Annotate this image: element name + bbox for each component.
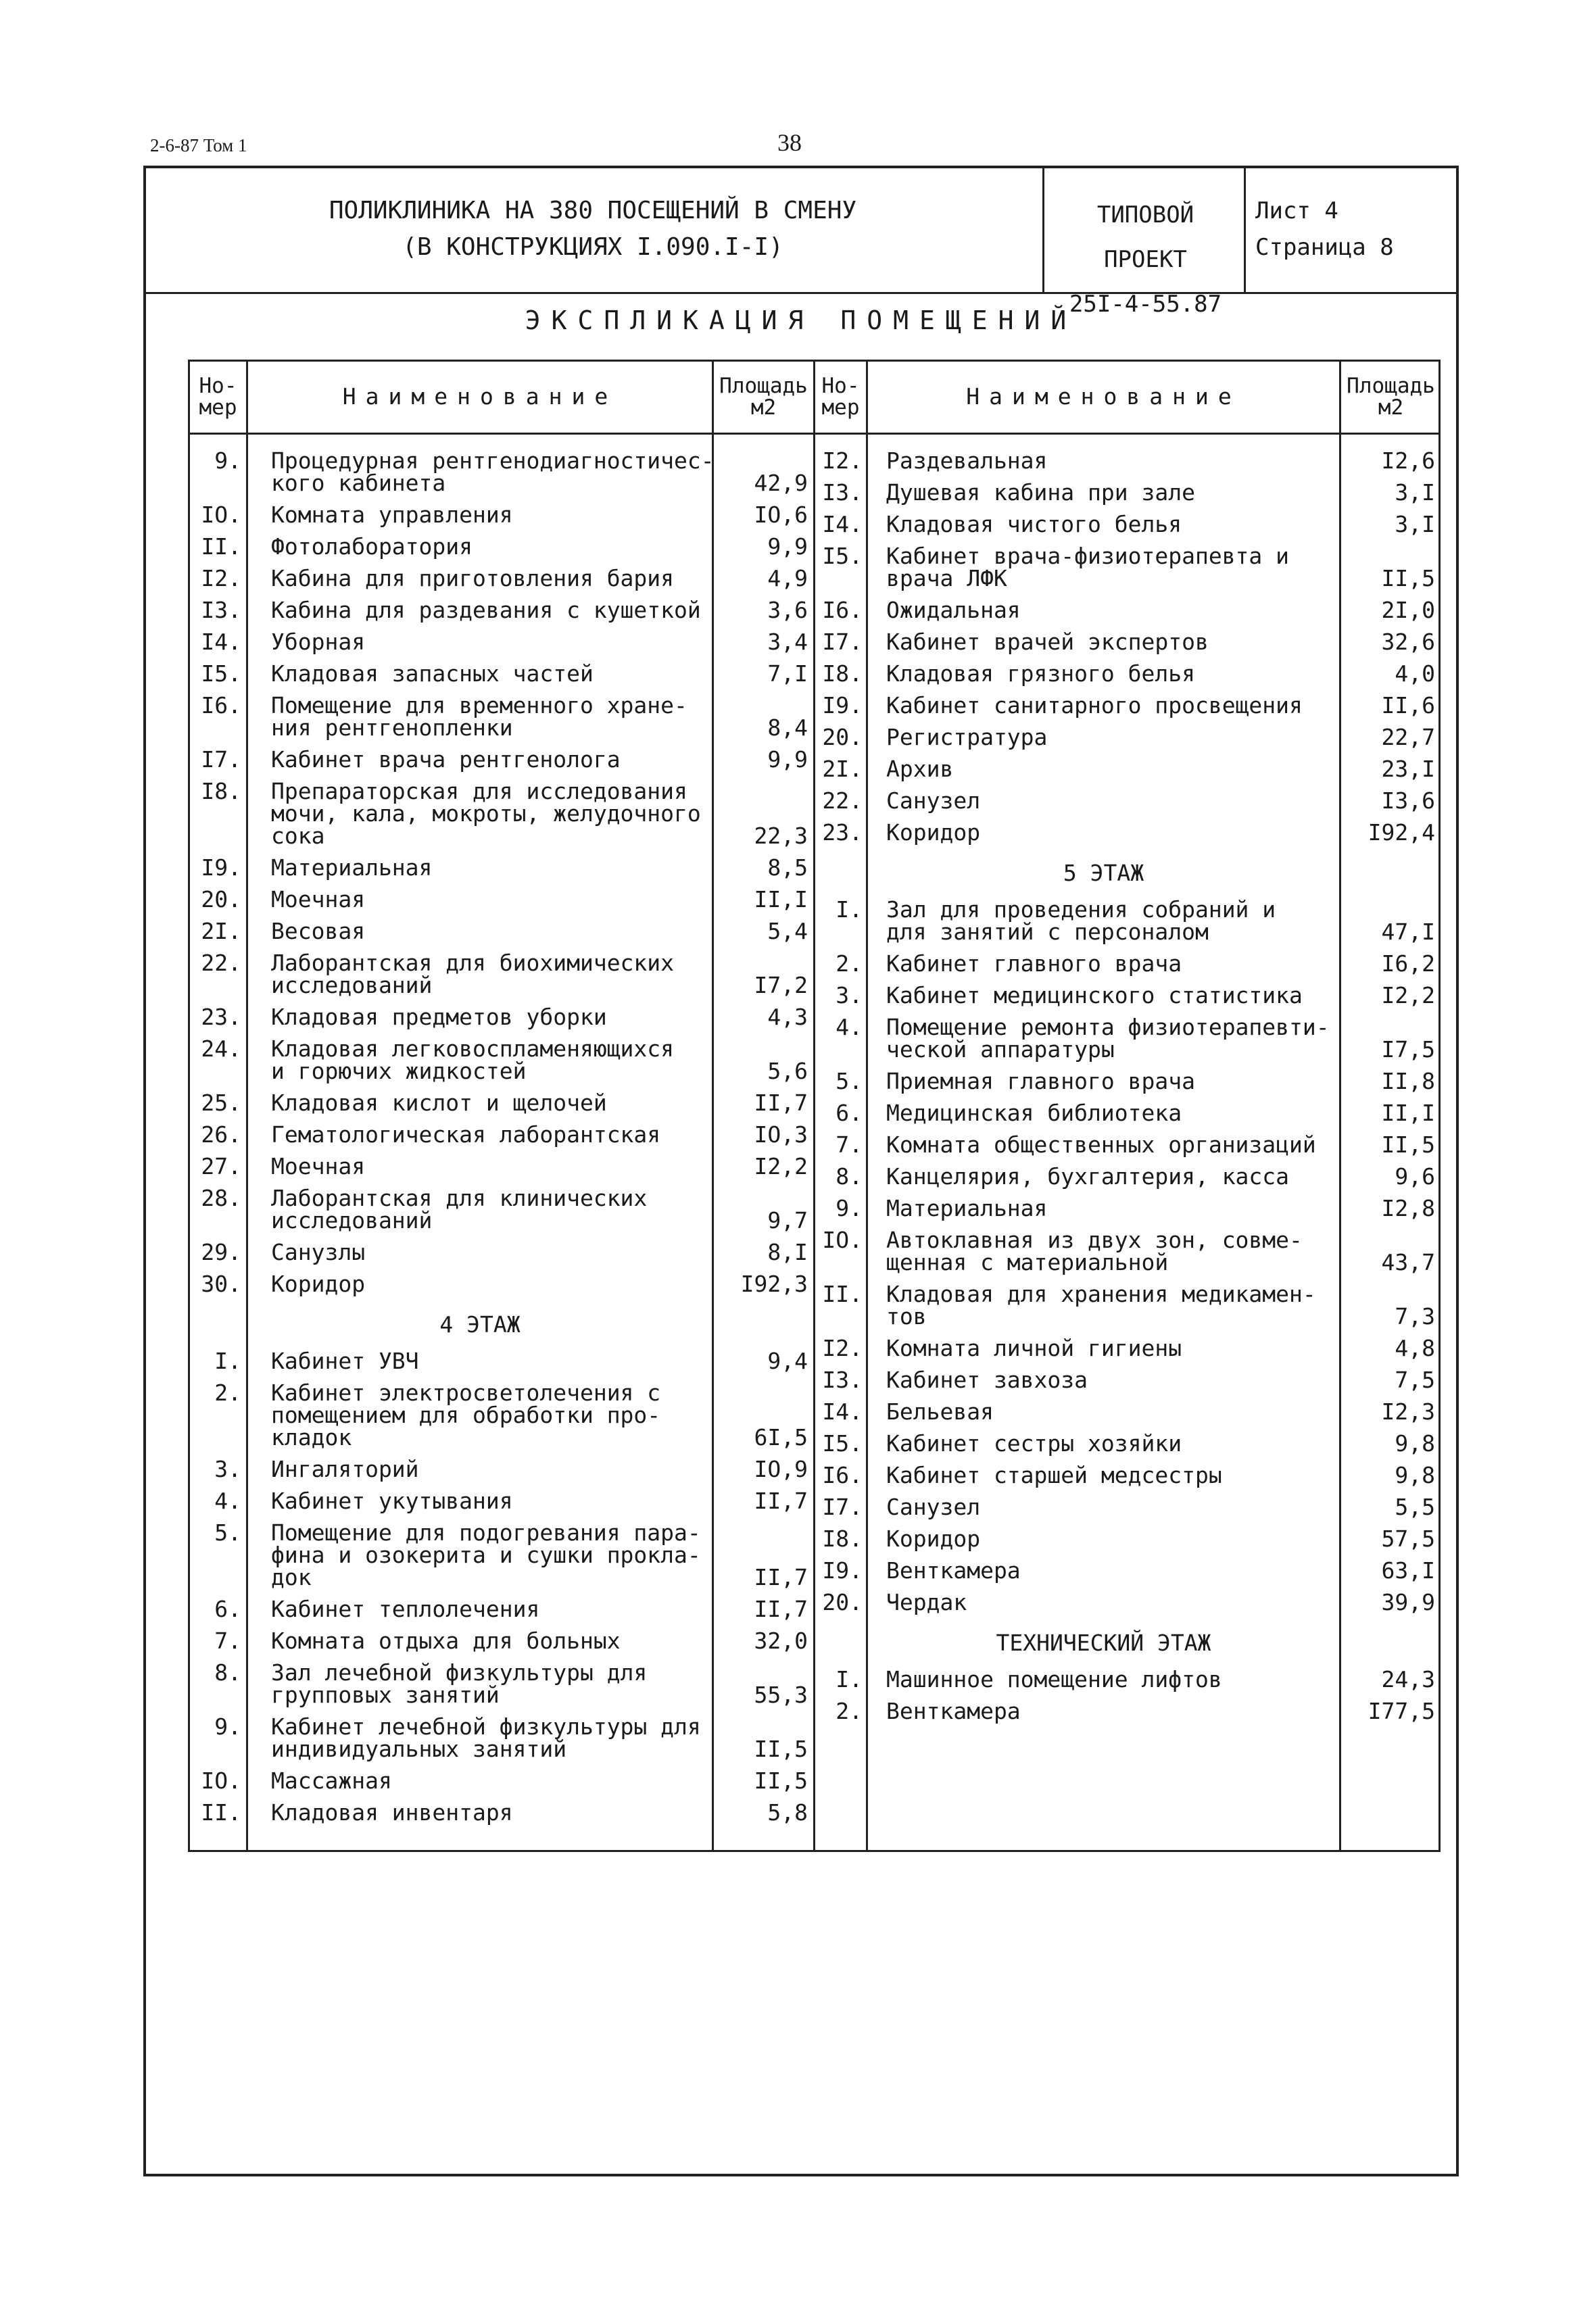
room-area: 9,6 bbox=[1395, 1163, 1435, 1190]
room-name: Кладовая чистого белья bbox=[886, 511, 1182, 537]
room-area: II,7 bbox=[754, 1488, 808, 1514]
room-name: Кабинет врача рентгенолога bbox=[271, 746, 621, 773]
room-number: 2I. bbox=[201, 918, 241, 944]
room-number: 8. bbox=[214, 1659, 241, 1686]
room-number: 9. bbox=[836, 1195, 863, 1221]
table-heading: ЭКСПЛИКАЦИЯ ПОМЕЩЕНИЙ bbox=[525, 306, 1078, 335]
room-name: Материальная bbox=[271, 854, 433, 881]
room-name: Комната личной гигиены bbox=[886, 1335, 1182, 1361]
room-number: I5. bbox=[822, 543, 863, 569]
document-reference: 2-6-87 Том 1 bbox=[150, 135, 247, 155]
room-name: Помещение для временного хране- ния рентгенопленки bbox=[271, 692, 687, 741]
room-area: I2,8 bbox=[1381, 1195, 1435, 1221]
room-number: 8. bbox=[836, 1163, 863, 1190]
col-header-area-line2: м2 bbox=[750, 395, 777, 420]
room-name: Коридор bbox=[886, 1526, 981, 1552]
room-name: Кладовая для хранения медикамен- тов bbox=[886, 1281, 1316, 1330]
room-number: 22. bbox=[822, 787, 863, 814]
room-number: 23. bbox=[822, 819, 863, 846]
room-number: I9. bbox=[822, 1557, 863, 1584]
col-header-area-line1: Площадь bbox=[1347, 374, 1435, 398]
room-area: 4,8 bbox=[1395, 1335, 1435, 1361]
project-title-line2: (В КОНСТРУКЦИЯХ I.090.I-I) bbox=[402, 233, 783, 261]
room-area: 4,3 bbox=[767, 1004, 808, 1030]
room-area: I7,2 bbox=[754, 972, 808, 998]
col-header-area bbox=[1341, 375, 1441, 418]
room-name: Коридор bbox=[271, 1271, 366, 1297]
col-header-number bbox=[190, 375, 246, 418]
col-header-area bbox=[714, 375, 813, 418]
room-name: Кладовая предметов уборки bbox=[271, 1004, 607, 1030]
room-number: I6. bbox=[822, 597, 863, 623]
room-name: Кабинет врача-физиотерапевта и врача ЛФК bbox=[886, 543, 1290, 591]
project-number: 25I-4-55.87 bbox=[1069, 291, 1222, 318]
room-name: Санузел bbox=[886, 787, 981, 814]
room-number: I2. bbox=[822, 447, 863, 474]
room-area: 47,I bbox=[1381, 919, 1435, 945]
room-name: Моечная bbox=[271, 886, 366, 912]
room-area: 7,3 bbox=[1395, 1303, 1435, 1330]
floor-section-heading: 5 ЭТАЖ bbox=[1063, 860, 1144, 886]
room-number: II. bbox=[201, 533, 241, 560]
sheet-page: Страница 8 bbox=[1255, 234, 1394, 261]
room-area: 3,4 bbox=[767, 629, 808, 655]
room-number: 26. bbox=[201, 1121, 241, 1148]
col-header-number bbox=[815, 375, 866, 418]
room-area: 22,3 bbox=[754, 823, 808, 849]
room-number: 20. bbox=[201, 886, 241, 912]
room-name: Чердак bbox=[886, 1589, 967, 1615]
sheet-info bbox=[1255, 193, 1451, 266]
room-name: Гематологическая лаборантская bbox=[271, 1121, 661, 1148]
col-header-number-line1: Но- bbox=[199, 374, 237, 398]
room-number: 25. bbox=[201, 1090, 241, 1116]
room-area: 2I,0 bbox=[1381, 597, 1435, 623]
room-area: 42,9 bbox=[754, 470, 808, 496]
room-area: 9,4 bbox=[767, 1348, 808, 1374]
page-number: 38 bbox=[777, 129, 802, 156]
room-number: 9. bbox=[214, 447, 241, 474]
room-area: I92,4 bbox=[1368, 819, 1435, 846]
room-number: II. bbox=[822, 1281, 863, 1307]
room-number: 20. bbox=[822, 724, 863, 750]
room-area: 3,I bbox=[1395, 511, 1435, 537]
room-number: IO. bbox=[822, 1227, 863, 1253]
room-number: I9. bbox=[822, 692, 863, 718]
room-number: 2. bbox=[836, 1698, 863, 1724]
room-number: I6. bbox=[201, 692, 241, 718]
room-area: I2,3 bbox=[1381, 1398, 1435, 1425]
room-area: 7,I bbox=[767, 660, 808, 687]
room-name: Венткамера bbox=[886, 1557, 1021, 1584]
room-area: I6,2 bbox=[1381, 950, 1435, 977]
room-name: Зал лечебной физкультуры для групповых занятий bbox=[271, 1659, 648, 1708]
room-name: Кабинет электросветолечения с помещением для обработки про- кладок bbox=[271, 1380, 661, 1451]
room-area: 5,5 bbox=[1395, 1494, 1435, 1520]
room-area: I2,2 bbox=[1381, 982, 1435, 1008]
room-number: I8. bbox=[822, 1526, 863, 1552]
room-area: 39,9 bbox=[1381, 1589, 1435, 1615]
room-number: 7. bbox=[214, 1628, 241, 1654]
room-name: Приемная главного врача bbox=[886, 1068, 1195, 1094]
room-area: 57,5 bbox=[1381, 1526, 1435, 1552]
col-header-number-line1: Но- bbox=[821, 374, 860, 398]
room-number: I4. bbox=[822, 1398, 863, 1425]
room-name: Весовая bbox=[271, 918, 366, 944]
room-area: II,5 bbox=[754, 1768, 808, 1794]
room-number: 3. bbox=[214, 1456, 241, 1482]
room-name: Зал для проведения собраний и для занятий с персоналом bbox=[886, 896, 1276, 945]
room-number: I3. bbox=[822, 479, 863, 506]
room-name: Архив bbox=[886, 756, 954, 782]
room-number: I8. bbox=[822, 660, 863, 687]
col-header-area-line1: Площадь bbox=[719, 374, 808, 398]
room-area: II,I bbox=[754, 886, 808, 912]
room-area: 9,9 bbox=[767, 533, 808, 560]
room-name: Кабинет УВЧ bbox=[271, 1348, 419, 1374]
room-area: 5,4 bbox=[767, 918, 808, 944]
col-header-number-line2: мер bbox=[199, 395, 237, 420]
room-name: Процедурная рентгенодиагностичес- кого кабинета bbox=[271, 447, 715, 496]
room-number: II. bbox=[201, 1799, 241, 1826]
col-header-area-line2: м2 bbox=[1378, 395, 1404, 420]
room-number: I5. bbox=[201, 660, 241, 687]
room-area: 3,I bbox=[1395, 479, 1435, 506]
room-number: 2. bbox=[214, 1380, 241, 1406]
room-area: 8,4 bbox=[767, 714, 808, 741]
room-name: Комната управления bbox=[271, 502, 513, 528]
sheet-number: Лист 4 bbox=[1255, 197, 1338, 224]
room-number: I3. bbox=[201, 597, 241, 623]
room-number: 2. bbox=[836, 950, 863, 977]
room-area: 24,3 bbox=[1381, 1666, 1435, 1692]
room-number: 28. bbox=[201, 1185, 241, 1211]
room-number: 29. bbox=[201, 1239, 241, 1265]
room-area: 9,7 bbox=[767, 1207, 808, 1234]
room-name: Кабинет сестры хозяйки bbox=[886, 1430, 1182, 1457]
title-block bbox=[143, 166, 1459, 318]
room-name: Помещение для подогревания пара- фина и озокерита и сушки прокла- док bbox=[271, 1519, 701, 1590]
room-name: Кладовая грязного белья bbox=[886, 660, 1195, 687]
room-number: 23. bbox=[201, 1004, 241, 1030]
room-area: I2,6 bbox=[1381, 447, 1435, 474]
room-area: II,6 bbox=[1381, 692, 1435, 718]
room-area: 63,I bbox=[1381, 1557, 1435, 1584]
room-area: II,8 bbox=[1381, 1068, 1435, 1094]
room-area: 23,I bbox=[1381, 756, 1435, 782]
room-name: Кладовая запасных частей bbox=[271, 660, 594, 687]
room-name: Кабинет теплолечения bbox=[271, 1596, 540, 1622]
room-area: II,5 bbox=[754, 1736, 808, 1762]
col-header-name: Наименование bbox=[966, 383, 1241, 410]
title-block-divider bbox=[1042, 166, 1044, 294]
room-number: IO. bbox=[201, 1768, 241, 1794]
room-number: 24. bbox=[201, 1035, 241, 1062]
room-area: 7,5 bbox=[1395, 1367, 1435, 1393]
room-name: Комната отдыха для больных bbox=[271, 1628, 621, 1654]
room-name: Кабинет завхоза bbox=[886, 1367, 1088, 1393]
room-area: II,5 bbox=[1381, 565, 1435, 591]
room-name: Ингаляторий bbox=[271, 1456, 419, 1482]
room-area: IO,3 bbox=[754, 1121, 808, 1148]
room-name: Кладовая легковоспламеняющихся и горючих жидкостей bbox=[271, 1035, 675, 1084]
room-name: Моечная bbox=[271, 1153, 366, 1179]
room-area: 5,8 bbox=[767, 1799, 808, 1826]
explication-table bbox=[188, 360, 1441, 1852]
project-title bbox=[143, 193, 1042, 266]
room-name: Медицинская библиотека bbox=[886, 1100, 1182, 1126]
room-name: Комната общественных организаций bbox=[886, 1131, 1316, 1158]
room-area: 55,3 bbox=[754, 1682, 808, 1708]
room-name: Кабина для раздевания с кушеткой bbox=[271, 597, 701, 623]
room-number: I. bbox=[836, 896, 863, 923]
room-area: 9,8 bbox=[1395, 1430, 1435, 1457]
room-name: Санузел bbox=[886, 1494, 981, 1520]
room-area: 4,0 bbox=[1395, 660, 1435, 687]
room-area: 22,7 bbox=[1381, 724, 1435, 750]
room-name: Лаборантская для клинических исследований bbox=[271, 1185, 648, 1234]
room-name: Кабинет главного врача bbox=[886, 950, 1182, 977]
room-number: 2I. bbox=[822, 756, 863, 782]
room-name: Материальная bbox=[886, 1195, 1048, 1221]
room-number: I6. bbox=[822, 1462, 863, 1488]
room-number: I2. bbox=[822, 1335, 863, 1361]
room-name: Уборная bbox=[271, 629, 366, 655]
room-area: 4,9 bbox=[767, 565, 808, 591]
room-number: 22. bbox=[201, 950, 241, 976]
room-name: Препараторская для исследования мочи, кала, мокроты, желудочного сока bbox=[271, 778, 701, 849]
room-number: 30. bbox=[201, 1271, 241, 1297]
room-number: I. bbox=[214, 1348, 241, 1374]
room-number: I7. bbox=[822, 629, 863, 655]
col-header-number-line2: мер bbox=[821, 395, 860, 420]
room-area: 3,6 bbox=[767, 597, 808, 623]
room-area: I7,5 bbox=[1381, 1036, 1435, 1063]
room-number: I5. bbox=[822, 1430, 863, 1457]
floor-section-heading: 4 ЭТАЖ bbox=[439, 1311, 521, 1338]
room-area: 9,9 bbox=[767, 746, 808, 773]
room-name: Венткамера bbox=[886, 1698, 1021, 1724]
room-number: I7. bbox=[201, 746, 241, 773]
title-block-divider bbox=[1244, 166, 1246, 294]
room-number: I9. bbox=[201, 854, 241, 881]
room-area: 32,6 bbox=[1381, 629, 1435, 655]
room-name: Душевая кабина при зале bbox=[886, 479, 1195, 506]
project-label: ТИПОВОЙ ПРОЕКТ bbox=[1096, 201, 1194, 273]
room-name: Кабинет врачей экспертов bbox=[886, 629, 1209, 655]
room-number: I4. bbox=[201, 629, 241, 655]
room-name: Коридор bbox=[886, 819, 981, 846]
room-name: Массажная bbox=[271, 1768, 392, 1794]
room-number: 20. bbox=[822, 1589, 863, 1615]
column-divider bbox=[246, 362, 248, 1850]
room-name: Помещение ремонта физиотерапевти- ческой аппаратуры bbox=[886, 1014, 1330, 1063]
room-area: 8,I bbox=[767, 1239, 808, 1265]
room-name: Кабинет лечебной физкультуры для индивидуальных занятий bbox=[271, 1713, 701, 1762]
room-area: 32,0 bbox=[754, 1628, 808, 1654]
room-area: 6I,5 bbox=[754, 1424, 808, 1451]
room-number: I8. bbox=[201, 778, 241, 804]
room-name: Фотолаборатория bbox=[271, 533, 473, 560]
room-name: Ожидальная bbox=[886, 597, 1021, 623]
floor-section-heading: ТЕХНИЧЕСКИЙ ЭТАЖ bbox=[996, 1630, 1211, 1656]
room-name: Регистратура bbox=[886, 724, 1048, 750]
room-area: I92,3 bbox=[740, 1271, 808, 1297]
room-name: Раздевальная bbox=[886, 447, 1048, 474]
room-number: 7. bbox=[836, 1131, 863, 1158]
room-name: Автоклавная из двух зон, совме- щенная с материальной bbox=[886, 1227, 1303, 1275]
room-number: 9. bbox=[214, 1713, 241, 1740]
header-divider bbox=[190, 433, 1438, 435]
room-area: II,7 bbox=[754, 1090, 808, 1116]
room-area: I2,2 bbox=[754, 1153, 808, 1179]
room-number: I2. bbox=[201, 565, 241, 591]
room-number: 5. bbox=[836, 1068, 863, 1094]
project-title-line1: ПОЛИКЛИНИКА НА 380 ПОСЕЩЕНИЙ В СМЕНУ bbox=[329, 197, 857, 224]
room-number: 6. bbox=[836, 1100, 863, 1126]
room-number: I3. bbox=[822, 1367, 863, 1393]
room-name: Кабинет укутывания bbox=[271, 1488, 513, 1514]
room-number: I4. bbox=[822, 511, 863, 537]
room-area: IO,6 bbox=[754, 502, 808, 528]
room-area: 5,6 bbox=[767, 1058, 808, 1084]
room-area: 9,8 bbox=[1395, 1462, 1435, 1488]
room-area: II,7 bbox=[754, 1564, 808, 1590]
room-number: I7. bbox=[822, 1494, 863, 1520]
room-number: I. bbox=[836, 1666, 863, 1692]
room-area: II,I bbox=[1381, 1100, 1435, 1126]
col-header-name: Наименование bbox=[342, 383, 618, 410]
room-name: Кладовая кислот и щелочей bbox=[271, 1090, 607, 1116]
room-number: 6. bbox=[214, 1596, 241, 1622]
room-area: 8,5 bbox=[767, 854, 808, 881]
column-divider bbox=[866, 362, 868, 1850]
room-area: 43,7 bbox=[1381, 1249, 1435, 1275]
room-name: Кабинет старшей медсестры bbox=[886, 1462, 1222, 1488]
room-name: Кабинет медицинского статистика bbox=[886, 982, 1303, 1008]
room-name: Машинное помещение лифтов bbox=[886, 1666, 1222, 1692]
room-area: II,7 bbox=[754, 1596, 808, 1622]
room-name: Лаборантская для биохимических исследований bbox=[271, 950, 675, 998]
room-name: Кабина для приготовления бария bbox=[271, 565, 675, 591]
room-area: I3,6 bbox=[1381, 787, 1435, 814]
room-name: Санузлы bbox=[271, 1239, 366, 1265]
room-number: 4. bbox=[214, 1488, 241, 1514]
room-area: I77,5 bbox=[1368, 1698, 1435, 1724]
room-number: 3. bbox=[836, 982, 863, 1008]
room-name: Кладовая инвентаря bbox=[271, 1799, 513, 1826]
room-number: 4. bbox=[836, 1014, 863, 1040]
room-number: IO. bbox=[201, 502, 241, 528]
room-name: Канцелярия, бухгалтерия, касса bbox=[886, 1163, 1290, 1190]
room-name: Кабинет санитарного просвещения bbox=[886, 692, 1303, 718]
room-area: II,5 bbox=[1381, 1131, 1435, 1158]
room-name: Бельевая bbox=[886, 1398, 994, 1425]
room-number: 5. bbox=[214, 1519, 241, 1546]
room-area: IO,9 bbox=[754, 1456, 808, 1482]
room-number: 27. bbox=[201, 1153, 241, 1179]
